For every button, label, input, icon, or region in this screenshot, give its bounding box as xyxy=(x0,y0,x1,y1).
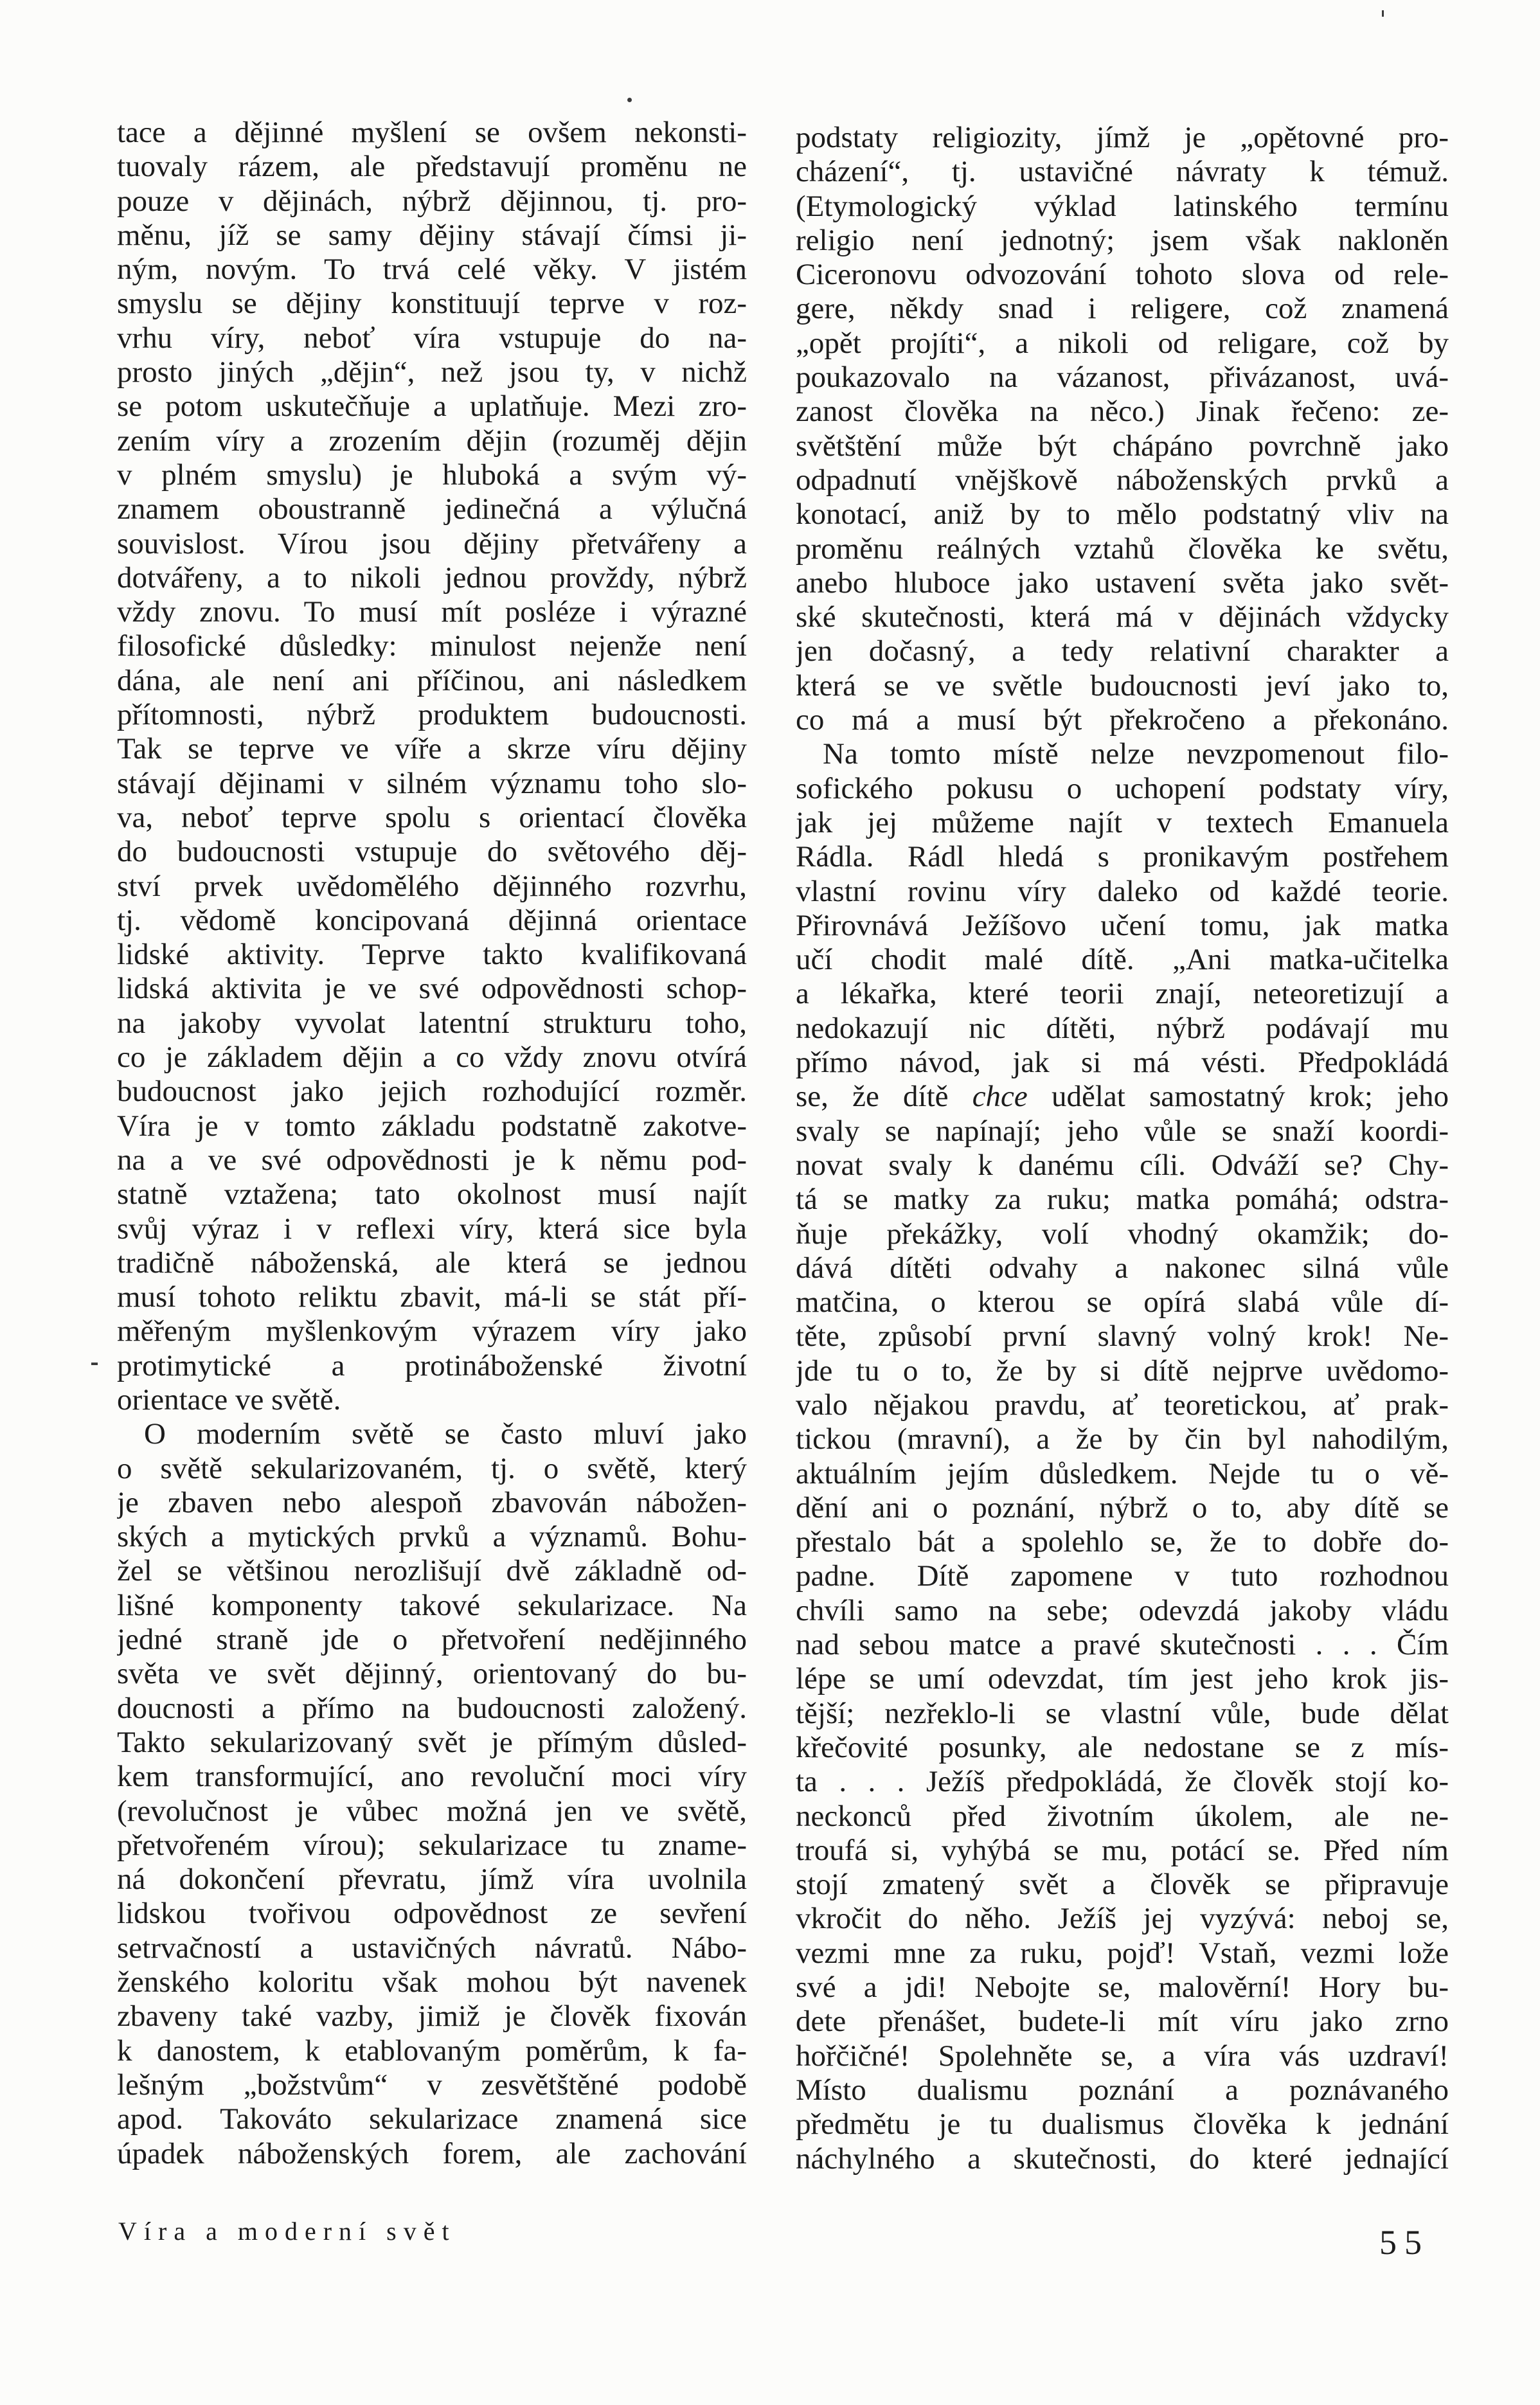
text-line: religio není jednotný; jsem však nakloněn xyxy=(796,223,1449,257)
text-line: jedné straně jde o přetvoření nedějinného xyxy=(117,1623,747,1657)
scan-speck xyxy=(91,1363,98,1365)
paragraph-first-line: O moderním světě se často mluví jako xyxy=(144,1417,747,1451)
text-line: Rádla. Rádl hledá s pronikavým postřehem xyxy=(796,840,1449,874)
text-line: nad sebou matce a pravé skutečnosti . . . Čím xyxy=(796,1628,1449,1662)
text-line: statně vztažena; tato okolnost musí najít xyxy=(117,1177,747,1211)
text-line: lišné komponenty takové sekularizace. Na xyxy=(117,1588,747,1622)
text-line: přetvořeném vírou); sekularizace tu zname- xyxy=(117,1828,747,1862)
text-line: ženského koloritu však mohou být navenek xyxy=(117,1965,747,1999)
text-line: novat svaly k danému cíli. Odváží se? Chy- xyxy=(796,1148,1449,1182)
text-line: se potom uskutečňuje a uplatňuje. Mezi zro- xyxy=(117,389,747,424)
text-line: cházení“, tj. ustavičné návraty k témuž. xyxy=(796,155,1449,189)
text-line: chvíli samo na sebe; odevzdá jakoby vládu xyxy=(796,1593,1449,1627)
text-line: anebo hluboce jako ustavení světa jako svět- xyxy=(796,566,1449,600)
text-line: vrhu víry, neboť víra vstupuje do na- xyxy=(117,321,747,355)
text-line: těte, způsobí první slavný volný krok! Ne- xyxy=(796,1319,1449,1354)
text-line: troufá si, vyhýbá se mu, potácí se. Před ním xyxy=(796,1833,1449,1867)
text-line: přímo návod, jak si má vésti. Předpokládá xyxy=(796,1046,1449,1080)
text-line: tradičně náboženská, ale která se jednou xyxy=(117,1246,747,1280)
text-line: va, neboť teprve spolu s orientací člověka xyxy=(117,800,747,834)
text-line: zbaveny také vazby, jimiž je člověk fixován xyxy=(117,1999,747,2034)
text-line: ské skutečnosti, která má v dějinách vždycky xyxy=(796,600,1449,634)
text-line: proměnu reálných vztahů člověka ke světu, xyxy=(796,532,1449,566)
text-line: tuovaly rázem, ale představují proměnu ne xyxy=(117,150,747,184)
text-line: dění ani o poznání, nýbrž o to, aby dítě se xyxy=(796,1490,1449,1524)
text-line: svaly se napínají; jeho vůle se snaží koordi- xyxy=(796,1114,1449,1148)
text-line: lidské aktivity. Teprve takto kvalifikovaná xyxy=(117,938,747,972)
text-line: Přirovnává Ježíšovo učení tomu, jak matka xyxy=(796,908,1449,942)
text-line: znamem oboustranně jedinečná a výlučná xyxy=(117,492,747,526)
text-line: náchylného a skutečnosti, do které jednající xyxy=(796,2141,1449,2176)
text-line: o světě sekularizovaném, tj. o světě, který xyxy=(117,1451,747,1485)
text-line: vlastní rovinu víry daleko od každé teorie. xyxy=(796,874,1449,908)
text-line: podstaty religiozity, jímž je „opětovné pro- xyxy=(796,121,1449,154)
text-line: vezmi mne za ruku, pojď! Vstaň, vezmi lože xyxy=(796,1936,1449,1970)
text-line: ňuje překážky, volí vhodný okamžik; do- xyxy=(796,1217,1449,1251)
paragraph-first-line: Na tomto místě nelze nevzpomenout filo- xyxy=(823,737,1449,771)
text-line: měnu, jíž se samy dějiny stávají čímsi ji- xyxy=(117,218,747,252)
text-line: setrvačností a ustavičných návratů. Nábo- xyxy=(117,1931,747,1965)
text-segment: udělat samostatný krok; jeho xyxy=(1027,1080,1449,1114)
text-line: musí tohoto reliktu zbavit, má-li se stát pří- xyxy=(117,1280,747,1314)
text-line: Takto sekularizovaný svět je přímým důsled- xyxy=(117,1725,747,1759)
text-line: předmětu je tu dualismus člověka k jednání xyxy=(796,2107,1449,2141)
text-line: tá se matky za ruku; matka pomáhá; odstra- xyxy=(796,1183,1449,1217)
text-line: hořčičné! Spolehněte se, a víra vás uzdraví! xyxy=(796,2039,1449,2073)
text-line: žel se většinou nerozlišují dvě základně od- xyxy=(117,1554,747,1588)
text-line: kem transformující, ano revoluční moci víry xyxy=(117,1760,747,1794)
text-line: Ciceronovu odvozování tohoto slova od rele- xyxy=(796,258,1449,292)
italic-emphasis: chce xyxy=(972,1080,1028,1114)
text-line: lidská aktivita je ve své odpovědnosti schop- xyxy=(117,972,747,1006)
text-line: konotací, aniž by to mělo podstatný vliv na xyxy=(796,497,1449,532)
text-line: tější; nezřeklo-li se vlastní vůle, bude dělat xyxy=(796,1696,1449,1730)
text-line: neckonců před životním úkolem, ale ne- xyxy=(796,1799,1449,1833)
right-text-column xyxy=(796,121,1449,2176)
text-line: a lékařka, které teorii znají, neteoretizují a xyxy=(796,977,1449,1011)
text-line: stojí zmatený svět a člověk se připravuje xyxy=(796,1868,1449,1902)
text-line: lešným „božstvům“ v zesvětštěné podobě xyxy=(117,2068,747,2102)
text-line: přítomnosti, nýbrž produktem budoucnosti. xyxy=(117,698,747,732)
paragraph-last-line: co má a musí být překročeno a překonáno. xyxy=(796,703,1449,737)
text-line: vždy znovu. To musí mít posléze i výrazné xyxy=(117,595,747,629)
text-line: sofického pokusu o uchopení podstaty víry, xyxy=(796,771,1449,805)
text-line: pouze v dějinách, nýbrž dějinnou, tj. pro- xyxy=(117,184,747,218)
text-line: padne. Dítě zapomene v tuto rozhodnou xyxy=(796,1559,1449,1593)
text-line: (Etymologický výklad latinského termínu xyxy=(796,189,1449,223)
text-line: zanost člověka na něco.) Jinak řečeno: ze- xyxy=(796,395,1449,429)
text-line: Víra je v tomto základu podstatně zakotve- xyxy=(117,1109,747,1143)
running-footer-title: Víra a moderní svět xyxy=(118,2217,456,2246)
text-line: světa ve svět dějinný, orientovaný do bu- xyxy=(117,1657,747,1691)
text-segment: se, že dítě xyxy=(796,1080,972,1114)
text-line: dete přenášet, budete-li mít víru jako zrno xyxy=(796,2005,1449,2039)
text-line: apod. Takováto sekularizace znamená sice xyxy=(117,2102,747,2136)
text-line: tj. vědomě koncipovaná dějinná orientace xyxy=(117,903,747,937)
text-line: poukazovalo na vázanost, přivázanost, uvá- xyxy=(796,361,1449,395)
text-line: smyslu se dějiny konstituují teprve v roz- xyxy=(117,287,747,321)
text-line: na a ve své odpovědnosti je k němu pod- xyxy=(117,1143,747,1177)
text-line: „opět projíti“, a nikoli od religare, což by xyxy=(796,326,1449,360)
text-line: ských a mytických prvků a významů. Bohu- xyxy=(117,1520,747,1554)
text-line: k danostem, k etablovaným poměrům, k fa- xyxy=(117,2034,747,2068)
text-line: ným, novým. To trvá celé věky. V jistém xyxy=(117,253,747,287)
text-line: nedokazují nic dítěti, nýbrž podávají mu xyxy=(796,1011,1449,1045)
text-line: (revolučnost je vůbec možná jen ve světě, xyxy=(117,1794,747,1828)
text-line: světštění může být chápáno povrchně jako xyxy=(796,429,1449,463)
text-line: Místo dualismu poznání a poznávaného xyxy=(796,2073,1449,2107)
text-line: doucnosti a přímo na budoucnosti založený. xyxy=(117,1691,747,1725)
text-line: ta . . . Ježíš předpokládá, že člověk stojí ko- xyxy=(796,1765,1449,1799)
text-line: tickou (mravní), a že by čin byl nahodilým, xyxy=(796,1422,1449,1456)
text-line: vkročit do něho. Ježíš jej vyzývá: neboj se, xyxy=(796,1902,1449,1936)
text-line: svůj výraz i v reflexi víry, která sice byla xyxy=(117,1211,747,1246)
text-line: tace a dějinné myšlení se ovšem nekonsti- xyxy=(117,116,747,149)
text-line: přestalo bát a spolehlo se, že to dobře do- xyxy=(796,1525,1449,1559)
text-line: své a jdi! Nebojte se, malověrní! Hory bu- xyxy=(796,1971,1449,2005)
text-line: do budoucnosti vstupuje do světového děj- xyxy=(117,835,747,869)
text-line: souvislost. Vírou jsou dějiny přetvářeny a xyxy=(117,526,747,560)
text-line: prosto jiných „dějin“, než jsou ty, v nichž xyxy=(117,355,747,389)
scan-speck xyxy=(1382,10,1384,17)
text-line: dána, ale není ani příčinou, ani následkem xyxy=(117,663,747,697)
text-line: odpadnutí vnějškově náboženských prvků a xyxy=(796,463,1449,497)
paragraph-last-line: orientace ve světě. xyxy=(117,1382,341,1417)
page-number: 55 xyxy=(1379,2223,1429,2262)
text-line: zením víry a zrozením dějin (rozuměj dějin xyxy=(117,424,747,458)
text-line: matčina, o kterou se opírá slabá vůle dí- xyxy=(796,1285,1449,1319)
text-line: v plném smyslu) je hluboká a svým vý- xyxy=(117,458,747,492)
text-line: gere, někdy snad i religere, což znamená xyxy=(796,292,1449,326)
text-line: dává dítěti odvahy a nakonec silná vůle xyxy=(796,1251,1449,1285)
text-line: valo nějakou pravdu, ať teoretickou, ať prak- xyxy=(796,1388,1449,1422)
text-line: křečovité posunky, ale nedostane se z mís- xyxy=(796,1730,1449,1764)
text-line: lidskou tvořivou odpovědnost ze sevření xyxy=(117,1897,747,1931)
text-line: na jakoby vyvolat latentní strukturu toho, xyxy=(117,1006,747,1040)
left-text-column xyxy=(117,116,747,2171)
text-line: lépe se umí odevzdat, tím jest jeho krok jis- xyxy=(796,1662,1449,1696)
text-line: ná dokončení převratu, jímž víra uvolnila xyxy=(117,1863,747,1897)
text-line: protimytické a protináboženské životní xyxy=(117,1348,747,1382)
text-line: jde tu o to, že by si dítě nejprve uvědomo- xyxy=(796,1354,1449,1388)
text-line: je zbaven nebo alespoň zbavován nábožen- xyxy=(117,1485,747,1519)
text-line: stávají dějinami v silném významu toho slo- xyxy=(117,766,747,800)
text-line: měřeným myšlenkovým výrazem víry jako xyxy=(117,1314,747,1348)
text-line: která se ve světle budoucnosti jeví jako to, xyxy=(796,668,1449,702)
text-line: Tak se teprve ve víře a skrze víru dějiny xyxy=(117,732,747,766)
text-line: ství prvek uvědomělého dějinného rozvrhu, xyxy=(117,869,747,903)
text-line: úpadek náboženských forem, ale zachování xyxy=(117,2136,747,2170)
text-line: dotvářeny, a to nikoli jednou provždy, nýbrž xyxy=(117,560,747,595)
text-line xyxy=(796,1080,1449,1114)
text-line: aktuálním jejím důsledkem. Nejde tu o vě- xyxy=(796,1456,1449,1490)
text-line: filosofické důsledky: minulost nejenže není xyxy=(117,629,747,663)
text-line: jak jej můžeme najít v textech Emanuela xyxy=(796,805,1449,839)
text-line: budoucnost jako jejich rozhodující rozměr. xyxy=(117,1075,747,1109)
scan-speck xyxy=(627,98,632,102)
text-line: učí chodit malé dítě. „Ani matka-učitelka xyxy=(796,943,1449,977)
text-line: jen dočasný, a tedy relativní charakter a xyxy=(796,634,1449,668)
text-line: co je základem dějin a co vždy znovu otvírá xyxy=(117,1041,747,1075)
